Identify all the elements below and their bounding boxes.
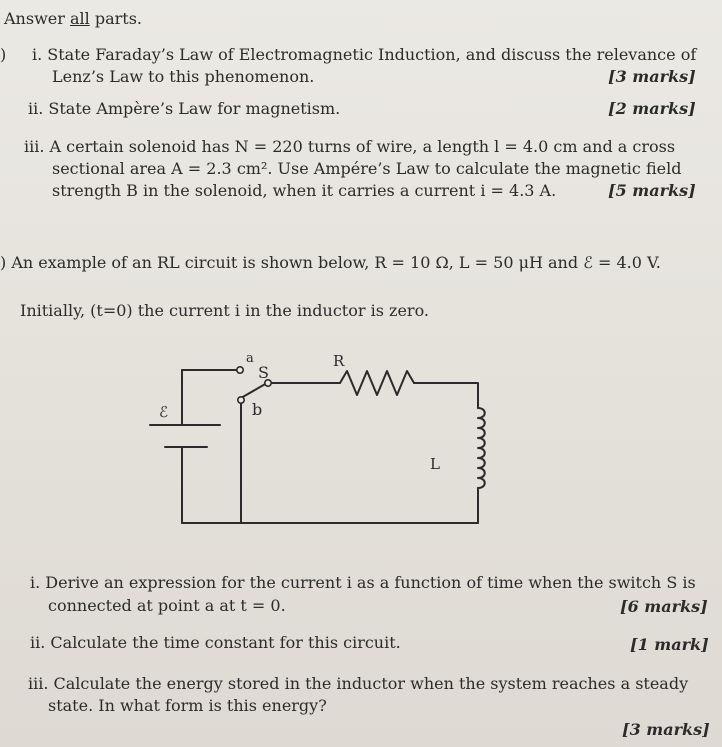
instructions-all: all — [69, 9, 90, 28]
part-b-q2-marks: [1 mark] — [630, 635, 709, 654]
label-switch: S — [258, 363, 269, 382]
part-b-q3-marks: [3 marks] — [622, 720, 710, 739]
part-a-q1-line2: Lenz’s Law to this phenomenon. — [52, 67, 315, 86]
part-b-initial-condition: Initially, (t=0) the current i in the inductor is zero. — [20, 301, 429, 320]
part-b-q1-line1: i. Derive an expression for the current i as a function of time when the switch S is — [30, 573, 696, 592]
part-b-q1-marks: [6 marks] — [620, 597, 708, 616]
terminal-a — [237, 367, 243, 373]
part-b-q3-line2: state. In what form is this energy? — [48, 696, 327, 715]
part-a-q1-marks: [3 marks] — [608, 67, 696, 86]
label-b: b — [252, 400, 263, 419]
label-emf: ℰ — [159, 403, 169, 421]
part-b-q3-line1: iii. Calculate the energy stored in the inductor when the system reaches a steady — [28, 674, 689, 693]
part-b-q2-line1: ii. Calculate the time constant for this circuit. — [30, 633, 401, 652]
label-a: a — [246, 351, 254, 366]
part-a-paren: ) — [0, 45, 7, 64]
inductor-coil — [478, 408, 485, 488]
instructions-prefix: Answer — [4, 9, 70, 28]
part-a-q3-line1: iii. A certain solenoid has N = 220 turns of wire, a length l = 4.0 cm and a cross — [24, 137, 676, 156]
part-a-q2-line1: ii. State Ampère’s Law for magnetism. — [28, 99, 341, 118]
resistor-symbol — [340, 371, 414, 395]
switch-arm — [241, 383, 267, 398]
part-a-q3-marks: [5 marks] — [608, 181, 696, 200]
wire-resistor-to-inductor — [414, 383, 478, 408]
part-a-q3-line2: sectional area A = 2.3 cm². Use Ampére’s Law to calculate the magnetic field — [52, 159, 682, 178]
part-b-intro: ) An example of an RL circuit is shown below, R = 10 Ω, L = 50 μH and ℰ = 4.0 V. — [0, 253, 661, 272]
label-inductor: L — [430, 455, 440, 473]
part-b-q1-line2: connected at point a at t = 0. — [48, 596, 286, 615]
part-a-q3-line3: strength B in the solenoid, when it carries a current i = 4.3 A. — [52, 181, 557, 200]
part-a-q1-line1: i. State Faraday’s Law of Electromagnetic Induction, and discuss the relevance of — [32, 45, 697, 64]
instructions-suffix: parts. — [89, 9, 142, 28]
terminal-b — [238, 397, 244, 403]
part-a-q2-marks: [2 marks] — [608, 99, 696, 118]
label-resistor: R — [333, 352, 345, 370]
